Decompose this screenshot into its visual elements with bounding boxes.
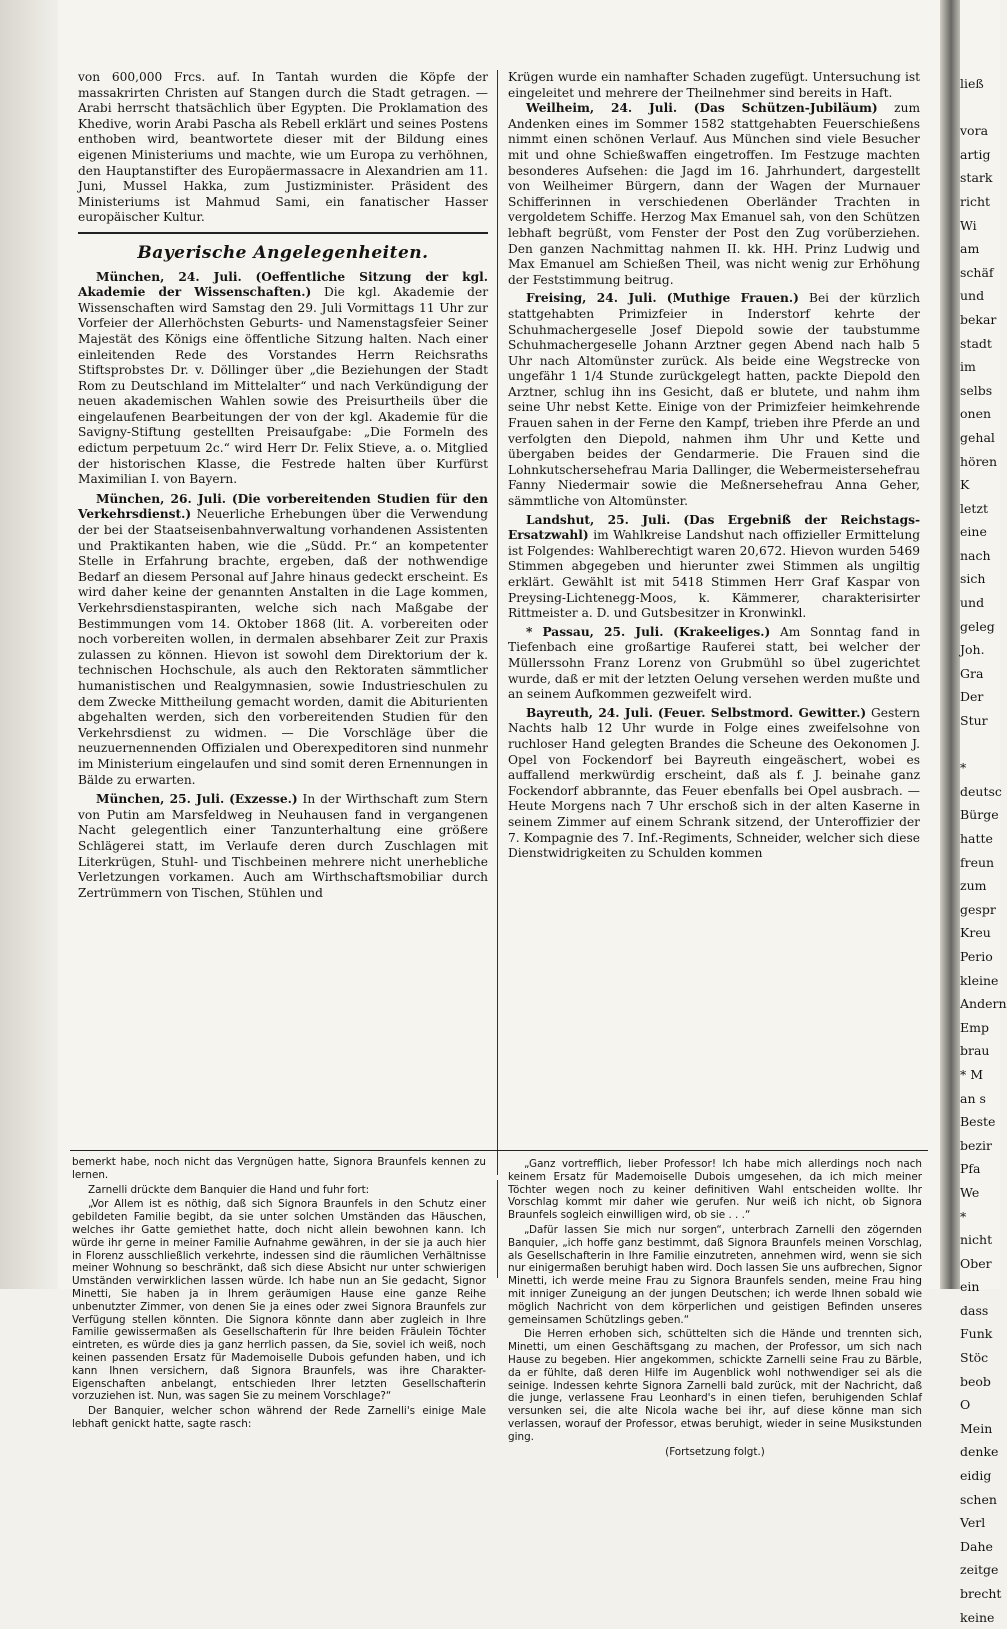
adjacent-fragment-line: Bürge xyxy=(960,807,999,823)
article-text: Am Sonntag fand in Tiefenbach eine großartige Rauferei statt, bei welcher der Müllerssohn Franz Lorenz von Grubmühl so übel zugerichtet wurde, daß er mit der letzten Oelung versehen werden mußte und an seinem Aufkommen gezweifelt wird. xyxy=(508,624,921,702)
adjacent-fragment-line xyxy=(960,733,1000,757)
adjacent-fragment-line: Joh. xyxy=(960,642,985,658)
feuilleton-left xyxy=(72,1156,486,1433)
feuilleton-right xyxy=(508,1158,922,1460)
adjacent-fragment-line: stark xyxy=(960,170,993,186)
feuilleton-paragraph: bemerkt habe, noch nicht das Vergnügen hatte, Signora Braunfels kennen zu lernen. xyxy=(72,1156,486,1181)
article-akademie xyxy=(78,270,488,488)
adjacent-fragment-line: schäf xyxy=(960,264,994,280)
headline: (Die vorbereitenden Studien für den Verkehrsdienst.) xyxy=(78,491,488,522)
adjacent-fragment-line: und xyxy=(960,595,985,611)
adjacent-fragment-line: onen xyxy=(960,406,992,422)
adjacent-fragment-line: richt xyxy=(960,193,991,209)
adjacent-fragment-line: keine xyxy=(960,1609,995,1625)
adjacent-fragment-line: Gra xyxy=(960,665,984,681)
feuilleton-paragraph: „Ganz vortrefflich, lieber Professor! Ich habe mich allerdings noch nach keinem Ersatz für Mademoiselle Dubois umgesehen, da ich mich meiner Töchter wegen noch zu keiner definitiven Wahl entscheiden wollte. Ihr Vorschlag kommt mir daher wie gerufen. Nur weiß ich nicht, ob Signora Braunfels sogleich einwilligen wird, ob sie . . .“ xyxy=(508,1158,922,1222)
adjacent-fragment-line: Andern xyxy=(960,996,1007,1012)
article-text: Neuerliche Erhebungen über die Verwendung der bei der Staatseisenbahnverwaltung vorhandenen Assistenten und Praktikanten haben, wie die „Südd. Pr.“ an kompetenter Stelle in Erfahrung brachte, ergeben, daß der nothwendige Bedarf an diesem Personal auf Jahre hinaus gedeckt erscheint. Es wird daher keine der genannten Anstalten in die Lage kommen, Verkehrsdienstaspiranten, welche sich nach Maßgabe der Bestimmungen vom 14. Oktober 1868 (lit. A. vorbereiten oder noch vorbereiten wollen, in dermalen absehbarer Zeit zur Praxis zulassen zu können. Hievon ist sowohl dem Direktorium der k. technischen Hochschule, als auch den Rektoraten sämmtlicher humanistischen und Realgymnasien, sowie Industrieschulen zu dem Zwecke Mittheilung gemacht worden, damit die Abiturienten abgehalten werden, sich den vorbereitenden Studien für den Verkehrsdienst zu widmen. — Die Vorschläge über die neuzuernennenden Offizialen und Oberexpeditoren sind nunmehr im Ministerium eingelaufen und sind somit deren Ernennungen in Bälde zu erwarten. xyxy=(78,507,488,787)
adjacent-fragment-line: Stur xyxy=(960,713,988,729)
article-freising xyxy=(508,291,920,509)
headline: (Exzesse.) xyxy=(229,792,298,807)
adjacent-fragment-line: hören xyxy=(960,453,997,469)
section-divider xyxy=(78,232,488,234)
dateline: Landshut, 25. Juli. xyxy=(526,512,671,527)
adjacent-fragment-line: selbs xyxy=(960,382,993,398)
adjacent-fragment-line: We xyxy=(960,1184,980,1200)
adjacent-fragment-line: denke xyxy=(960,1444,999,1460)
adjacent-fragment-line: sich xyxy=(960,571,986,587)
adjacent-fragment-line: bekar xyxy=(960,311,997,327)
dateline: * Passau, 25. Juli. xyxy=(526,624,664,639)
article-text: Die kgl. Akademie der Wissenschaften wird Samstag den 29. Juli Vormittags 11 Uhr zur Vorfeier der Allerhöchsten Geburts- und Namenstagsfeier Seiner Majestät des Königs eine öffentliche Sitzung halten. Nach einer einleitenden Rede des Vorstandes Herrn Reichsraths Stiftsprobstes Dr. v. Döllinger über „die Beziehungen der Stadt Rom zu Deutschland im Mittelalter“ und nach Verkündigung der neuen akademischen Wahlen sowie des Preisurtheils über die eingelaufenen Bearbeitungen der von der kgl. Akademie für die Savigny-Stiftung gestellten Preisaufgabe: „Die Formeln des edictum perpetuum 2c.“ wird Herr Dr. Felix Stieve, a. o. Mitglied der historischen Klasse, die Festrede halten über Kurfürst Maximilian I. von Bayern. xyxy=(78,285,489,487)
adjacent-page-fragment xyxy=(960,72,1007,1629)
article-text: Gestern Nachts halb 12 Uhr wurde in Folge eines zweifelsohne von ruchloser Hand gelegten Brandes die Scheune des Oekonomen J. Opel von Fockendorf bei Bayreuth eingeäschert, wobei es auffallend merkwürdig erscheint, daß als f. J. beinahe ganz Fockendorf abbrannte, das Feuer ebenfalls bei Opel ausbrach. — Heute Morgens nach 7 Uhr erschoß sich in der alten Kaserne in seinem Zimmer auf einem Schrank sitzend, der Unteroffizier der 7. Kompagnie des 7. Inf.-Regiments, Schneider, welcher sich diese Dienstwidrigkeiten zu Schulden kommen xyxy=(508,705,921,861)
adjacent-fragment-line: * xyxy=(960,1208,967,1224)
dateline: Freising, 24. Juli. xyxy=(526,291,657,306)
feuilleton-paragraph: „Vor Allem ist es nöthig, daß sich Signora Braunfels in den Schutz einer gebildeten Familie begibt, da sie unter solchen Umständen das Häuschen, welches ihr Gatte gemiethet hatte, doch nicht allein bewohnen kann. Ich würde ihr gerne in meiner Familie Aufnahme gewähren, in der sie ja auch hier in Florenz ausschließlich verkehrte, indessen sind die räumlichen Verhältnisse meiner Wohnung so beschränkt, daß sich diese Absicht nur unter schwierigen Umständen verwirklichen lassen würde. Ich habe nun an Sie gedacht, Signor Minetti, Sie haben ja in Ihrem geräumigen Hause eine ganze Reihe unbenutzter Zimmer, von denen Sie ja eines oder zwei Signora Braunfels zur Verfügung stellen könnten. Die Signora könnte dann aber zugleich in Ihre Familie gewissermaßen als Gesellschafterin für Ihre beiden Fräulein Töchter eintreten, es würde dies ja ganz herrlich passen, da Sie, soviel ich weiß, noch keinen passenden Ersatz für Mademoiselle Dubois gefunden haben, und ich kann Ihnen versichern, daß Signora Braunfels, was ihre Charakter-Eigenschaften anbelangt, entschieden Ihrer letzten Gesellschafterin vorzuziehen ist. Nun, was sagen Sie zu meinem Vorschlage?“ xyxy=(72,1198,486,1403)
article-weilheim xyxy=(508,101,920,288)
adjacent-fragment-line: gehal xyxy=(960,429,995,445)
adjacent-fragment-line: hatte xyxy=(960,831,993,846)
article-landshut xyxy=(508,513,920,622)
article-text: zum Andenken eines im Sommer 1582 stattgehabten Feuerschießens nimmt einen schönen Verlauf. Aus München sind viele Besucher mit und ohne Schießwaffen eingetroffen. Im Festzuge machten besonderes Aufsehen: die Jagd im 16. Jahrhundert, dargestellt von Weilheimer Bürgern, dann der Wagen der Murnauer Schifferinnen in verschiedenen Oberländer Trachten in vergoldetem Schiffe. Herzog Max Emanuel sah, von den Schützen lebhaft begrüßt, vom Fenster der Post den Zug vorüberziehen. Den ganzen Nachmittag nahmen II. kk. HH. Prinz Ludwig und Max Emanuel am Schießen Theil, was nicht wenig zur Erhöhung der Feststimmung beitrug. xyxy=(508,101,920,287)
adjacent-fragment-line: brecht xyxy=(960,1586,1002,1601)
headline: (Oeffentliche Sitzung der kgl. Akademie der Wissenschaften.) xyxy=(78,269,488,300)
dateline: München, 24. Juli. xyxy=(96,269,242,284)
adjacent-fragment-line: bezir xyxy=(960,1137,992,1153)
section-title: Bayerische Angelegenheiten. xyxy=(137,242,429,263)
feuilleton-paragraph: Zarnelli drückte dem Banquier die Hand und fuhr fort: xyxy=(88,1183,370,1196)
headline: (Das Ergebniß der Reichstags-Ersatzwahl) xyxy=(508,512,921,543)
adjacent-fragment-line: Wi xyxy=(960,217,977,233)
adjacent-fragment-line: O xyxy=(960,1397,971,1413)
adjacent-fragment-line: * M xyxy=(960,1066,984,1082)
adjacent-fragment-line: artig xyxy=(960,146,991,162)
adjacent-fragment-line: gespr xyxy=(960,901,996,917)
adjacent-fragment-line: nicht xyxy=(960,1232,993,1248)
article-verkehrsdienst xyxy=(78,492,488,788)
adjacent-fragment-line: ein xyxy=(960,1279,980,1295)
adjacent-fragment-line: eine xyxy=(960,524,987,540)
adjacent-fragment-line: freun xyxy=(960,854,995,870)
adjacent-fragment-line: am xyxy=(960,241,980,257)
adjacent-fragment-line: vora xyxy=(960,123,989,139)
adjacent-fragment-line: Mein xyxy=(960,1420,993,1436)
adjacent-fragment-line: zum xyxy=(960,878,987,894)
headline: (Feuer. Selbstmord. Gewitter.) xyxy=(657,705,867,720)
adjacent-fragment-line: eidig xyxy=(960,1468,992,1484)
adjacent-fragment-line: beob xyxy=(960,1373,991,1389)
feuilleton-column-divider xyxy=(497,1180,498,1278)
feuilleton-paragraph: Die Herren erhoben sich, schüttelten sich die Hände und trennten sich, Minetti, um einen Geschäftsgang zu machen, der Professor, um sich nach Hause zu begeben. Hier angekommen, schickte Zarnelli seine Frau zu Bärble, da er fühlte, daß deren Hilfe im Augenblick wohl nothwendiger sei als die seinige. Indessen kehrte Signora Zarnelli bald zurück, mit der Nachricht, daß die junge, verlassene Frau Leonhard's in einen tiefen, beruhigenden Schlaf versunken sei, die alte Nicola wache bei ihr, auf diese könne man sich verlassen, worauf der Professor, etwas beruhigt, wieder in seine Musikstunden ging. xyxy=(508,1328,922,1443)
adjacent-fragment-line: letzt xyxy=(960,500,989,516)
article-bayreuth xyxy=(508,706,920,862)
adjacent-fragment-line: kleine xyxy=(960,972,999,988)
headline: (Das Schützen-Jubiläum) xyxy=(693,101,878,116)
headline: (Muthige Frauen.) xyxy=(666,291,799,306)
adjacent-fragment-line: ließ xyxy=(960,76,984,91)
adjacent-fragment-line: an s xyxy=(960,1090,986,1106)
dateline: München, 26. Juli. xyxy=(96,491,227,506)
column-left xyxy=(78,70,488,901)
continuation-paragraph: Krügen wurde ein namhafter Schaden zugefügt. Untersuchung ist eingeleitet und mehrere der Theilnehmer sind bereits in Haft. xyxy=(508,70,920,100)
adjacent-fragment-line: Dahe xyxy=(960,1538,993,1554)
adjacent-fragment-line: stadt xyxy=(960,335,992,351)
adjacent-fragment-line: dass xyxy=(960,1302,989,1318)
adjacent-fragment-line: geleg xyxy=(960,618,995,634)
adjacent-fragment-line: Ober xyxy=(960,1255,992,1271)
column-divider xyxy=(497,70,498,1175)
adjacent-fragment-line: zeitge xyxy=(960,1562,999,1578)
adjacent-fragment-line: K xyxy=(960,477,970,493)
article-passau xyxy=(508,625,920,703)
dateline: München, 25. Juli. xyxy=(96,792,225,807)
article-exzesse xyxy=(78,792,488,901)
adjacent-fragment-line: Stöc xyxy=(960,1350,989,1366)
adjacent-fragment-line: deutsc xyxy=(960,783,1002,799)
article-text: im Wahlkreise Landshut nach offizieller Ermittelung ist Folgendes: Wahlberechtigt waren 20,672. Hievon wurden 5469 Stimmen abgegeben und hierunter zwei Stimmen als ungiltig erklärt. Gewählt ist mit 5418 Stimmen Herr Graf Kaspar von Preysing-Lichtenegg-Moos, k. Kämmerer, charakterisirter Rittmeister a. D. und Gutsbesitzer in Kronwinkl. xyxy=(508,528,921,621)
feuilleton-paragraph: Der Banquier, welcher schon während der Rede Zarnelli's einige Male lebhaft genickt hatte, sagte rasch: xyxy=(72,1405,486,1430)
column-right xyxy=(508,70,920,862)
article-text: In der Wirthschaft zum Stern von Putin am Marsfeldweg in Neuhausen fand in vergangenen Nacht gelegentlich einer Tanzunterhaltung eine größere Schlägerei statt, im Verlaufe deren durch Zuschlagen mit Literkrügen, Stuhl- und Tischbeinen mehrere nicht unerhebliche Verletzungen vorkamen. Auch am Wirthschaftsmobiliar durch Zertrümmern von Tischen, Stühlen und xyxy=(78,792,488,900)
adjacent-fragment-line: brau xyxy=(960,1043,990,1059)
adjacent-fragment-line: Emp xyxy=(960,1019,989,1035)
adjacent-fragment-line xyxy=(960,96,1000,120)
adjacent-fragment-line: Verl xyxy=(960,1515,986,1531)
adjacent-fragment-line: Beste xyxy=(960,1114,996,1130)
dateline: Weilheim, 24. Juli. xyxy=(526,101,678,116)
adjacent-fragment-line: schen xyxy=(960,1491,997,1507)
adjacent-fragment-line: Kreu xyxy=(960,925,991,941)
dateline: Bayreuth, 24. Juli. xyxy=(526,705,653,720)
intro-paragraph: von 600,000 Frcs. auf. In Tantah wurden die Köpfe der massakrirten Christen auf Stangen durch die Stadt getragen. — Arabi herrscht thatsächlich über Egypten. Die Proklamation des Khedive, worin Arabi Pascha als Rebell erklärt und seines Postens enthoben wird, beantwortete dieser mit der Bildung eines eigenen Ministeriums und machte, wie um Europa zu verhöhnen, den Hauptanstifter des Europäermassacre in Alexandrien am 11. Juni, Mussel Hakka, zum Justizminister. Präsident des Ministeriums ist Mahmud Sami, ein fanatischer Hasser europäischer Kultur. xyxy=(78,70,488,225)
adjacent-fragment-line: Funk xyxy=(960,1326,993,1342)
adjacent-fragment-line: und xyxy=(960,288,985,304)
headline: (Krakeeliges.) xyxy=(673,624,771,639)
feuilleton-paragraph: „Dafür lassen Sie mich nur sorgen“, unterbrach Zarnelli den zögernden Banquier, „ich hoffe ganz bestimmt, daß Signora Braunfels meinen Vorschlag, als Gesellschafterin in Ihre Familie einzutreten, annehmen wird, wenn sie sich nur einigermaßen beruhigt haben wird. Doch lassen Sie uns aufbrechen, Signor Minetti, ich werde meine Frau zu Signora Braunfels senden, meine Frau hing mit inniger Zuneigung an der jungen Deutschen; ich werde Ihnen sobald wie möglich Nachricht von dem körperlichen und geistigen Befinden unseres gemeinsamen Schützlings geben.“ xyxy=(508,1223,922,1326)
adjacent-fragment-line: * xyxy=(960,760,967,776)
adjacent-fragment-line: im xyxy=(960,359,976,375)
adjacent-fragment-line: Perio xyxy=(960,948,993,964)
page-gutter-left xyxy=(0,0,58,1289)
feuilleton-divider xyxy=(70,1150,928,1151)
adjacent-fragment-line: nach xyxy=(960,547,991,563)
continuation-note: (Fortsetzung folgt.) xyxy=(665,1445,765,1458)
article-text: Bei der kürzlich stattgehabten Primizfeier in Inderstorf kehrte der Schuhmachergeselle Josef Diepold sowie der taubstumme Schuhmachergeselle Johann Arztner gegen Abend nach halb 5 Uhr nach Altomünster zurück. Als beide eine Wegstrecke von ungefähr 1 1/4 Stunde zurückgelegt hatten, packte Diepold den Arztner, schlug ihn ins Gesicht, daß er blutete, und nahm ihm seine Uhr nebst Kette. Einige von der Primizfeier heimkehrende Frauen sahen in der Ferne den Kampf, trieben ihre Pferde an und verfolgten den Diepold, nahmen ihm Uhr und Kette und übergaben beides der Gendarmerie. Die Frauen sind die Lohnkutschersehefrau Maria Dallinger, die Webermeistersehefrau Fanny Niedermair sowie die Meßnersehefrau Anna Geher, sämmtliche von Altomünster. xyxy=(508,291,921,509)
adjacent-fragment-line: Der xyxy=(960,689,984,705)
adjacent-fragment-line: Pfa xyxy=(960,1161,981,1177)
page-fold-shadow xyxy=(940,0,960,1289)
